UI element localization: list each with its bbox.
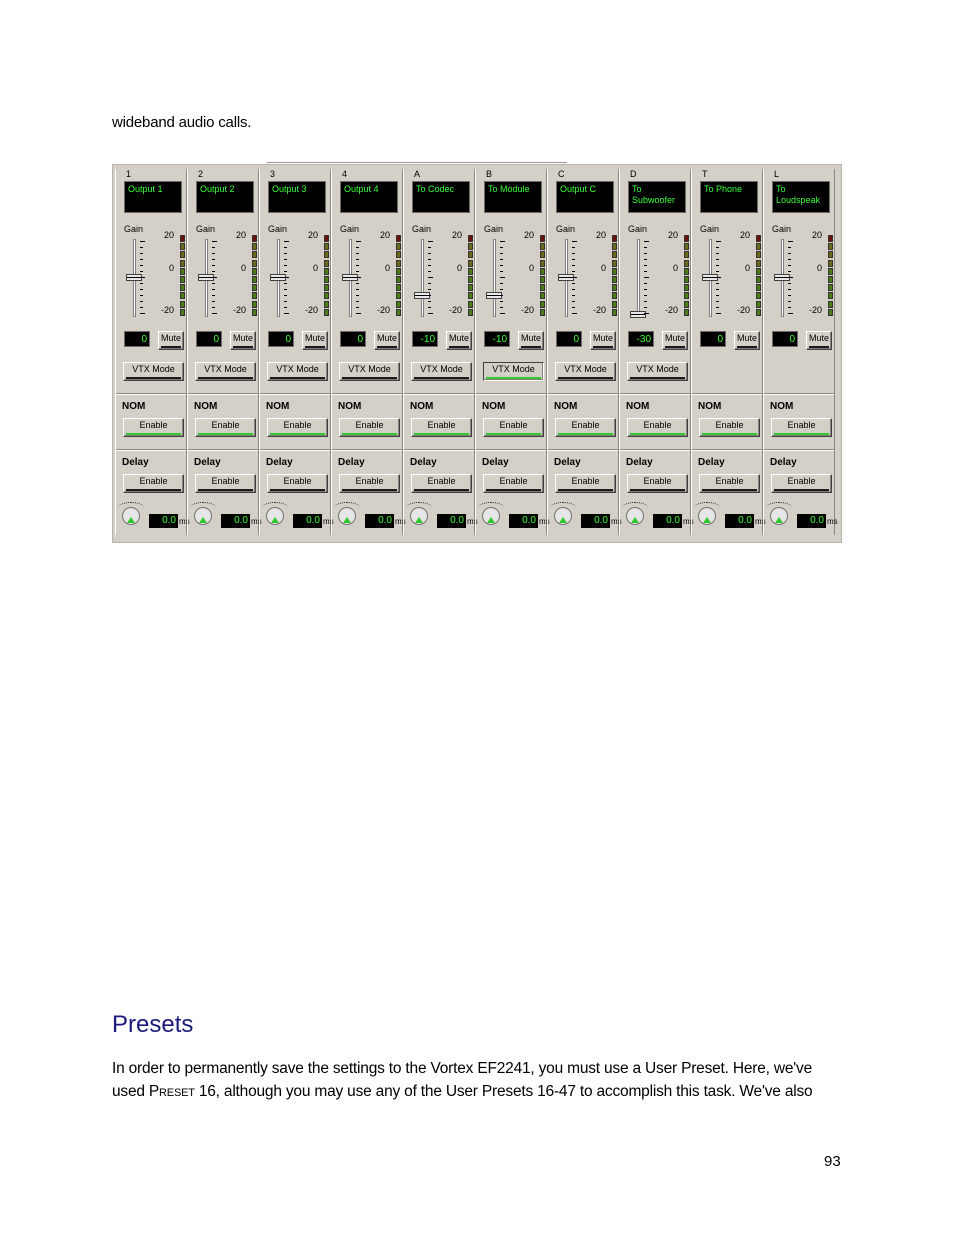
delay-enable-label: Enable xyxy=(499,476,528,486)
mute-button[interactable] xyxy=(302,331,328,350)
delay-value-display[interactable]: 0.0 xyxy=(149,514,178,528)
delay-value-display[interactable]: 0.0 xyxy=(437,514,466,528)
scale-label-bottom: -20 xyxy=(448,305,462,315)
nom-enable-button[interactable] xyxy=(411,418,472,437)
mute-label: Mute xyxy=(592,333,613,343)
delay-unit: ms xyxy=(323,517,334,526)
section-divider xyxy=(404,449,474,451)
delay-enable-label: Enable xyxy=(787,476,816,486)
delay-value-display[interactable]: 0.0 xyxy=(797,514,826,528)
gain-value-display[interactable]: -30 xyxy=(628,331,654,347)
fader-scale-ticks xyxy=(788,241,793,317)
channel-name-display: Output 3 xyxy=(268,181,326,213)
delay-label: Delay xyxy=(122,457,149,468)
scale-label-top: 20 xyxy=(595,230,606,240)
channel-name-display: Output C xyxy=(556,181,614,213)
mute-button[interactable] xyxy=(446,331,472,350)
nom-label: NOM xyxy=(194,401,218,412)
fader-scale-ticks xyxy=(500,241,505,317)
fader-scale-ticks xyxy=(140,241,145,317)
channel-strip-L xyxy=(763,169,838,535)
section-divider xyxy=(548,393,618,395)
channel-name-display: To Module xyxy=(484,181,542,213)
nom-enable-label: Enable xyxy=(211,420,240,430)
delay-knob-icon[interactable] xyxy=(338,507,356,525)
strip-id: C xyxy=(558,169,565,179)
gain-label: Gain xyxy=(700,224,720,234)
channel-name-display: To Loudspeak xyxy=(772,181,830,213)
scale-label-bottom: -20 xyxy=(160,305,174,315)
scale-label-mid: 0 xyxy=(456,263,462,273)
delay-unit: ms xyxy=(827,517,838,526)
delay-knob-icon[interactable] xyxy=(770,507,788,525)
delay-knob-icon[interactable] xyxy=(482,507,500,525)
level-meter xyxy=(828,235,834,319)
gain-value-display[interactable]: -10 xyxy=(412,331,438,347)
mute-button[interactable] xyxy=(806,331,832,350)
nom-enable-button[interactable] xyxy=(195,418,256,437)
level-meter xyxy=(684,235,690,319)
strip-id: 2 xyxy=(198,169,204,179)
delay-enable-label: Enable xyxy=(571,476,600,486)
fader-scale-ticks xyxy=(428,241,433,317)
gain-label: Gain xyxy=(484,224,504,234)
delay-unit: ms xyxy=(683,517,694,526)
presets-paragraph xyxy=(112,1057,832,1103)
level-meter xyxy=(252,235,258,319)
nom-enable-label: Enable xyxy=(571,420,600,430)
channel-name-display: To Phone xyxy=(700,181,758,213)
scale-label-top: 20 xyxy=(307,230,318,240)
mute-button[interactable] xyxy=(158,331,184,350)
channel-strip-B xyxy=(475,169,550,535)
strip-id: 1 xyxy=(126,169,132,179)
nom-enable-label: Enable xyxy=(139,420,168,430)
section-divider xyxy=(404,393,474,395)
level-meter xyxy=(612,235,618,319)
gain-label: Gain xyxy=(124,224,144,234)
fader-scale-ticks xyxy=(572,241,577,317)
vtx-mode-button[interactable] xyxy=(483,362,544,381)
scale-label-mid: 0 xyxy=(312,263,318,273)
delay-value-display[interactable]: 0.0 xyxy=(509,514,538,528)
gain-value-display[interactable]: 0 xyxy=(268,331,294,347)
gain-fader-track[interactable] xyxy=(493,239,496,317)
gain-value-display[interactable]: 0 xyxy=(700,331,726,347)
level-meter xyxy=(540,235,546,319)
channel-strip-A xyxy=(403,169,478,535)
vtx-mode-button[interactable] xyxy=(267,362,328,381)
mute-label: Mute xyxy=(232,333,253,343)
nom-enable-label: Enable xyxy=(643,420,672,430)
nom-enable-button[interactable] xyxy=(123,418,184,437)
scale-label-top: 20 xyxy=(811,230,822,240)
strip-id: L xyxy=(774,169,780,179)
output-mixer-panel xyxy=(112,164,842,543)
vtx-mode-button[interactable] xyxy=(411,362,472,381)
scale-label-top: 20 xyxy=(523,230,534,240)
delay-label: Delay xyxy=(770,457,797,468)
strip-id: D xyxy=(630,169,637,179)
delay-enable-label: Enable xyxy=(643,476,672,486)
scale-label-bottom: -20 xyxy=(376,305,390,315)
nom-enable-button[interactable] xyxy=(483,418,544,437)
mute-button[interactable] xyxy=(734,331,760,350)
scale-label-top: 20 xyxy=(379,230,390,240)
channel-strip-C xyxy=(547,169,622,535)
delay-knob-icon[interactable] xyxy=(266,507,284,525)
para-part-1: In order to permanently save the settings to the Vortex EF2241, you must use a User Preset. Here, we've used xyxy=(112,1060,813,1100)
strip-id: 4 xyxy=(342,169,348,179)
delay-label: Delay xyxy=(626,457,653,468)
scale-label-top: 20 xyxy=(235,230,246,240)
delay-enable-label: Enable xyxy=(211,476,240,486)
delay-knob-icon[interactable] xyxy=(626,507,644,525)
mute-label: Mute xyxy=(376,333,397,343)
gain-value-display[interactable]: 0 xyxy=(340,331,366,347)
delay-label: Delay xyxy=(194,457,221,468)
vtx-mode-label: VTX Mode xyxy=(564,364,607,374)
section-divider xyxy=(260,393,330,395)
scale-label-bottom: -20 xyxy=(520,305,534,315)
page-number: 93 xyxy=(824,1153,841,1170)
level-meter xyxy=(180,235,186,319)
delay-enable-button[interactable] xyxy=(555,474,616,493)
channel-name-display: Output 2 xyxy=(196,181,254,213)
mute-button[interactable] xyxy=(374,331,400,350)
channel-strip-4 xyxy=(331,169,406,535)
scale-label-mid: 0 xyxy=(816,263,822,273)
scale-label-mid: 0 xyxy=(168,263,174,273)
delay-value-display[interactable]: 0.0 xyxy=(725,514,754,528)
gain-value-display[interactable]: 0 xyxy=(556,331,582,347)
gain-value-display[interactable]: 0 xyxy=(124,331,150,347)
vtx-mode-label: VTX Mode xyxy=(132,364,175,374)
strip-id: 3 xyxy=(270,169,276,179)
scale-label-mid: 0 xyxy=(600,263,606,273)
scale-label-mid: 0 xyxy=(240,263,246,273)
nom-enable-label: Enable xyxy=(787,420,816,430)
nom-enable-label: Enable xyxy=(283,420,312,430)
gain-fader-track[interactable] xyxy=(637,239,640,317)
delay-enable-button[interactable] xyxy=(411,474,472,493)
delay-enable-label: Enable xyxy=(715,476,744,486)
mute-label: Mute xyxy=(520,333,541,343)
intro-text: wideband audio calls. xyxy=(112,114,252,131)
gain-label: Gain xyxy=(412,224,432,234)
gain-label: Gain xyxy=(628,224,648,234)
section-divider xyxy=(332,393,402,395)
nom-enable-label: Enable xyxy=(355,420,384,430)
scale-label-top: 20 xyxy=(163,230,174,240)
channel-name-display: To Subwoofer xyxy=(628,181,686,213)
fader-scale-ticks xyxy=(716,241,721,317)
mute-button[interactable] xyxy=(230,331,256,350)
gain-label: Gain xyxy=(556,224,576,234)
nom-label: NOM xyxy=(770,401,794,412)
level-meter xyxy=(324,235,330,319)
mute-label: Mute xyxy=(448,333,469,343)
scale-label-mid: 0 xyxy=(384,263,390,273)
delay-enable-button[interactable] xyxy=(627,474,688,493)
vtx-mode-label: VTX Mode xyxy=(204,364,247,374)
vtx-mode-label: VTX Mode xyxy=(276,364,319,374)
mute-label: Mute xyxy=(808,333,829,343)
mute-button[interactable] xyxy=(662,331,688,350)
nom-label: NOM xyxy=(410,401,434,412)
delay-value-display[interactable]: 0.0 xyxy=(581,514,610,528)
section-divider xyxy=(188,449,258,451)
scale-label-bottom: -20 xyxy=(232,305,246,315)
fader-scale-ticks xyxy=(356,241,361,317)
nom-enable-label: Enable xyxy=(715,420,744,430)
scale-label-top: 20 xyxy=(667,230,678,240)
vtx-mode-label: VTX Mode xyxy=(492,364,535,374)
delay-value-display[interactable]: 0.0 xyxy=(293,514,322,528)
scale-label-top: 20 xyxy=(739,230,750,240)
scale-label-mid: 0 xyxy=(672,263,678,273)
nom-enable-button[interactable] xyxy=(699,418,760,437)
panel-top-line xyxy=(267,162,567,165)
section-divider xyxy=(764,393,834,395)
section-divider xyxy=(332,449,402,451)
delay-enable-button[interactable] xyxy=(195,474,256,493)
scale-label-bottom: -20 xyxy=(304,305,318,315)
nom-enable-button[interactable] xyxy=(267,418,328,437)
delay-enable-button[interactable] xyxy=(123,474,184,493)
fader-scale-ticks xyxy=(212,241,217,317)
mute-label: Mute xyxy=(664,333,685,343)
mute-button[interactable] xyxy=(590,331,616,350)
delay-value-display[interactable]: 0.0 xyxy=(221,514,250,528)
section-divider xyxy=(692,393,762,395)
nom-label: NOM xyxy=(626,401,650,412)
scale-label-bottom: -20 xyxy=(808,305,822,315)
strip-id: B xyxy=(486,169,493,179)
channel-strip-1 xyxy=(115,169,190,535)
para-part-2: 16, although you may use any of the User Presets 16-47 to accomplish this task. We've also xyxy=(194,1083,813,1100)
delay-label: Delay xyxy=(482,457,509,468)
delay-enable-button[interactable] xyxy=(483,474,544,493)
nom-enable-button[interactable] xyxy=(339,418,400,437)
delay-label: Delay xyxy=(410,457,437,468)
gain-fader-track[interactable] xyxy=(421,239,424,317)
mute-label: Mute xyxy=(160,333,181,343)
nom-label: NOM xyxy=(338,401,362,412)
scale-label-bottom: -20 xyxy=(736,305,750,315)
channel-name-display: To Codec xyxy=(412,181,470,213)
section-divider xyxy=(620,393,690,395)
section-divider xyxy=(116,393,186,395)
mute-label: Mute xyxy=(304,333,325,343)
delay-knob-icon[interactable] xyxy=(122,507,140,525)
vtx-mode-button[interactable] xyxy=(555,362,616,381)
scale-label-mid: 0 xyxy=(744,263,750,273)
delay-value-display[interactable]: 0.0 xyxy=(653,514,682,528)
delay-unit: ms xyxy=(251,517,262,526)
channel-strip-3 xyxy=(259,169,334,535)
level-meter xyxy=(756,235,762,319)
gain-label: Gain xyxy=(268,224,288,234)
section-divider xyxy=(116,449,186,451)
delay-unit: ms xyxy=(467,517,478,526)
section-heading: Presets xyxy=(112,1011,194,1038)
nom-enable-label: Enable xyxy=(427,420,456,430)
channel-name-display: Output 4 xyxy=(340,181,398,213)
fader-scale-ticks xyxy=(644,241,649,317)
delay-label: Delay xyxy=(554,457,581,468)
delay-enable-button[interactable] xyxy=(339,474,400,493)
nom-label: NOM xyxy=(122,401,146,412)
delay-label: Delay xyxy=(266,457,293,468)
delay-label: Delay xyxy=(698,457,725,468)
section-divider xyxy=(620,449,690,451)
gain-label: Gain xyxy=(772,224,792,234)
vtx-mode-button[interactable] xyxy=(627,362,688,381)
delay-knob-icon[interactable] xyxy=(410,507,428,525)
delay-enable-label: Enable xyxy=(283,476,312,486)
scale-label-mid: 0 xyxy=(528,263,534,273)
delay-enable-button[interactable] xyxy=(267,474,328,493)
vtx-mode-button[interactable] xyxy=(123,362,184,381)
delay-knob-icon[interactable] xyxy=(194,507,212,525)
vtx-mode-label: VTX Mode xyxy=(348,364,391,374)
gain-value-display[interactable]: 0 xyxy=(772,331,798,347)
delay-enable-button[interactable] xyxy=(699,474,760,493)
nom-label: NOM xyxy=(482,401,506,412)
fader-scale-ticks xyxy=(284,241,289,317)
delay-unit: ms xyxy=(611,517,622,526)
mute-button[interactable] xyxy=(518,331,544,350)
preset-word: Preset xyxy=(148,1083,195,1100)
scale-label-bottom: -20 xyxy=(664,305,678,315)
delay-knob-icon[interactable] xyxy=(698,507,716,525)
vtx-mode-button[interactable] xyxy=(195,362,256,381)
gain-label: Gain xyxy=(196,224,216,234)
channel-strip-2 xyxy=(187,169,262,535)
delay-unit: ms xyxy=(539,517,550,526)
delay-enable-label: Enable xyxy=(139,476,168,486)
nom-enable-button[interactable] xyxy=(771,418,832,437)
vtx-mode-label: VTX Mode xyxy=(636,364,679,374)
scale-label-bottom: -20 xyxy=(592,305,606,315)
nom-label: NOM xyxy=(554,401,578,412)
vtx-mode-button[interactable] xyxy=(339,362,400,381)
delay-label: Delay xyxy=(338,457,365,468)
nom-label: NOM xyxy=(266,401,290,412)
nom-enable-button[interactable] xyxy=(555,418,616,437)
nom-enable-button[interactable] xyxy=(627,418,688,437)
delay-unit: ms xyxy=(755,517,766,526)
section-divider xyxy=(188,393,258,395)
section-divider xyxy=(548,449,618,451)
channel-strip-D xyxy=(619,169,694,535)
delay-unit: ms xyxy=(179,517,190,526)
delay-unit: ms xyxy=(395,517,406,526)
delay-value-display[interactable]: 0.0 xyxy=(365,514,394,528)
gain-value-display[interactable]: 0 xyxy=(196,331,222,347)
nom-label: NOM xyxy=(698,401,722,412)
strip-id: T xyxy=(702,169,708,179)
delay-enable-label: Enable xyxy=(427,476,456,486)
nom-enable-label: Enable xyxy=(499,420,528,430)
section-divider xyxy=(476,449,546,451)
level-meter xyxy=(396,235,402,319)
strip-id: A xyxy=(414,169,421,179)
delay-enable-label: Enable xyxy=(355,476,384,486)
gain-value-display[interactable]: -10 xyxy=(484,331,510,347)
section-divider xyxy=(476,393,546,395)
delay-enable-button[interactable] xyxy=(771,474,832,493)
level-meter xyxy=(468,235,474,319)
mute-label: Mute xyxy=(736,333,757,343)
channel-name-display: Output 1 xyxy=(124,181,182,213)
channel-strip-T xyxy=(691,169,766,535)
delay-knob-icon[interactable] xyxy=(554,507,572,525)
vtx-mode-label: VTX Mode xyxy=(420,364,463,374)
scale-label-top: 20 xyxy=(451,230,462,240)
gain-label: Gain xyxy=(340,224,360,234)
section-divider xyxy=(692,449,762,451)
section-divider xyxy=(260,449,330,451)
section-divider xyxy=(764,449,834,451)
